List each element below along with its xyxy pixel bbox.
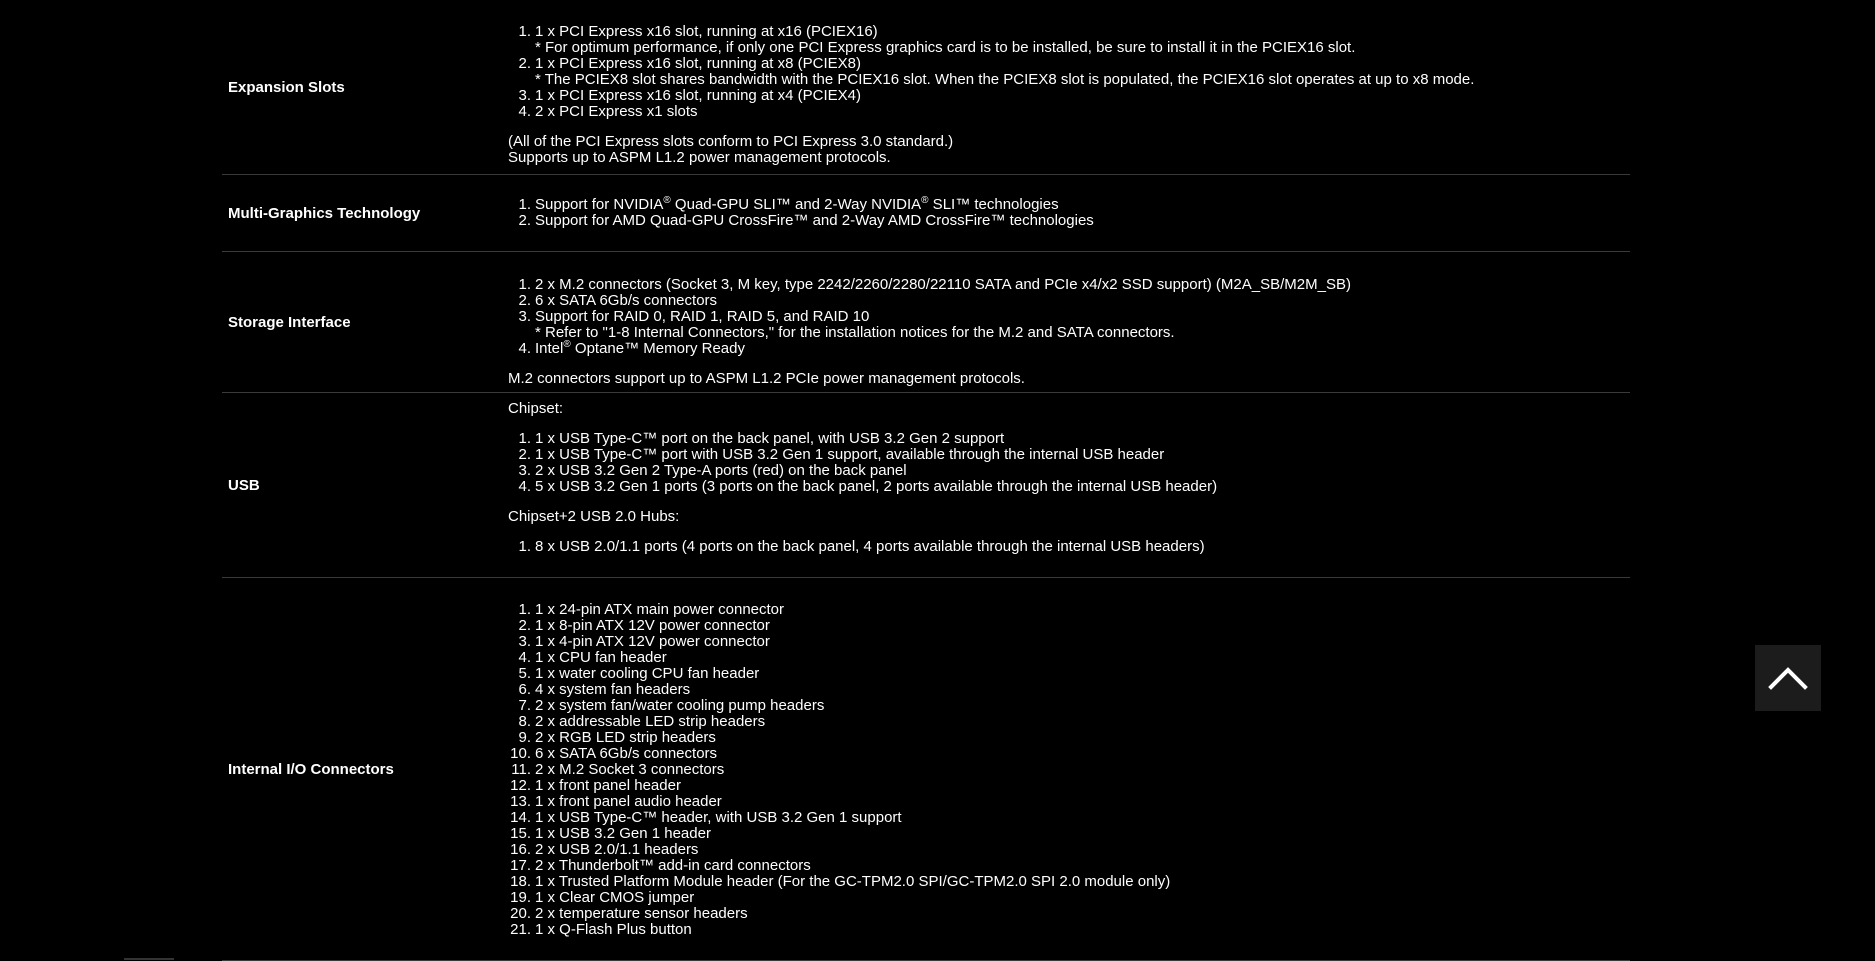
list-item [508,293,1630,309]
list-item [508,922,1630,938]
item-number: 7. [518,697,531,714]
spec-label: Multi-Graphics Technology [228,204,421,222]
item-text: 1 x USB Type-C™ header, with USB 3.2 Gen 1 support [535,809,902,826]
list-item [508,447,1630,463]
list-item [508,277,1630,293]
list-item [508,842,1630,858]
item-text: 1 x 4-pin ATX 12V power connector [535,633,770,650]
item-number: 4. [518,103,531,120]
item-note: * Refer to "1-8 Internal Connectors," for the installation notices for the M.2 and SATA connectors. [535,324,1175,341]
item-number: 13. [510,793,531,810]
spec-label: Storage Interface [228,313,351,331]
list-item [508,213,1630,229]
item-text: 1 x Clear CMOS jumper [535,889,695,906]
item-text: 1 x water cooling CPU fan header [535,665,760,682]
list-item [508,104,1630,120]
spec-table [222,0,1630,961]
spec-value [508,393,1630,577]
item-text: 2 x temperature sensor headers [535,905,748,922]
usb-group-title: Chipset+2 USB 2.0 Hubs: [508,508,680,525]
list-item [508,714,1630,730]
chevron-up-icon [1768,666,1808,690]
list-item [508,682,1630,698]
item-text: 1 x USB Type-C™ port on the back panel, with USB 3.2 Gen 2 support [535,430,1005,447]
expansion-list [508,24,1630,120]
item-number: 4. [518,649,531,666]
list-item [508,431,1630,447]
item-number: 20. [510,905,531,922]
item-number: 8. [518,713,531,730]
item-text: 2 x addressable LED strip headers [535,713,766,730]
item-number: 1. [518,601,531,618]
list-item-note [508,325,1630,341]
list-item [508,463,1630,479]
list-item [508,890,1630,906]
item-text: 1 x PCI Express x16 slot, running at x8 (PCIEX8) [535,55,861,72]
item-number: 2. [518,292,531,309]
spec-value [508,175,1630,251]
item-text: 4 x system fan headers [535,681,691,698]
item-number: 2. [518,55,531,72]
usb-group-title: Chipset: [508,400,564,417]
item-number: 14. [510,809,531,826]
item-text: Support for RAID 0, RAID 1, RAID 5, and RAID 10 [535,308,870,325]
list-item [508,341,1630,357]
item-number: 21. [510,921,531,938]
item-text: 1 x 8-pin ATX 12V power connector [535,617,770,634]
spacer [508,120,1630,134]
item-number: 2. [518,212,531,229]
item-number: 2. [518,446,531,463]
spec-row-multi-graphics [222,175,1630,252]
list-item [508,197,1630,213]
spec-value [508,578,1630,960]
item-number: 6. [518,681,531,698]
item-text: 8 x USB 2.0/1.1 ports (4 ports on the back panel, 4 ports available through the internal USB headers) [535,538,1205,555]
list-item [508,762,1630,778]
spec-row-storage-interface [222,252,1630,393]
item-number: 4. [518,340,531,357]
list-item [508,730,1630,746]
spec-row-expansion-slots [222,0,1630,175]
item-text: 1 x PCI Express x16 slot, running at x4 (PCIEX4) [535,87,861,104]
spacer [508,495,1630,509]
spec-label: Internal I/O Connectors [228,760,394,778]
item-number: 2. [518,617,531,634]
list-item [508,24,1630,40]
item-number: 4. [518,478,531,495]
item-text: 1 x Q-Flash Plus button [535,921,692,938]
list-item [508,826,1630,842]
item-text: 1 x front panel header [535,777,681,794]
list-item [508,309,1630,325]
item-note: * For optimum performance, if only one PCI Express graphics card is to be installed, be sure to install it in the PCIEX16 slot. [535,39,1356,56]
list-item [508,778,1630,794]
list-item [508,539,1630,555]
spacer [508,417,1630,431]
item-text: 1 x PCI Express x16 slot, running at x16 (PCIEX16) [535,23,878,40]
item-text: 2 x system fan/water cooling pump headers [535,697,825,714]
item-number: 10. [510,745,531,762]
list-item-note [508,40,1630,56]
item-number: 18. [510,873,531,890]
spec-row-usb [222,393,1630,578]
item-text: 2 x RGB LED strip headers [535,729,716,746]
item-number: 16. [510,841,531,858]
item-text: 1 x USB Type-C™ port with USB 3.2 Gen 1 support, available through the internal USB header [535,446,1165,463]
item-number: 3. [518,633,531,650]
spec-label: Expansion Slots [228,78,345,96]
item-text: Support for AMD Quad-GPU CrossFire™ and 2-Way AMD CrossFire™ technologies [535,212,1094,229]
multigraphics-list [508,197,1630,229]
item-text: 2 x PCI Express x1 slots [535,103,698,120]
item-number: 1. [518,23,531,40]
divider [124,958,174,960]
item-number: 11. [511,761,531,778]
usb-hub-list [508,539,1630,555]
list-item [508,810,1630,826]
spec-row-internal-io [222,578,1630,961]
list-item [508,858,1630,874]
item-number: 3. [518,87,531,104]
list-item [508,479,1630,495]
item-number: 1. [518,276,531,293]
item-text: Intel® Optane™ Memory Ready [535,339,745,357]
item-text: 1 x 24-pin ATX main power connector [535,601,785,618]
item-number: 1. [518,538,531,555]
spacer [508,525,1630,539]
item-text: 2 x USB 3.2 Gen 2 Type-A ports (red) on the back panel [535,462,907,479]
list-item [508,794,1630,810]
item-number: 19. [510,889,531,906]
item-number: 9. [518,729,531,746]
item-number: 12. [510,777,531,794]
item-text: 2 x M.2 connectors (Socket 3, M key, type 2242/2260/2280/22110 SATA and PCIe x4/x2 SSD support) (M2A_SB/M2M_SB) [535,276,1351,293]
item-number: 1. [518,196,531,213]
item-text: 2 x M.2 Socket 3 connectors [535,761,725,778]
item-note: * The PCIEX8 slot shares bandwidth with the PCIEX16 slot. When the PCIEX8 slot is populated, the PCIEX16 slot operates at up to x8 mode. [535,71,1475,88]
storage-list [508,277,1630,357]
usb-chipset-list [508,431,1630,495]
expansion-footer-2: Supports up to ASPM L1.2 power management protocols. [508,149,891,166]
item-number: 15. [510,825,531,842]
item-number: 5. [518,665,531,682]
list-item [508,666,1630,682]
item-text: 2 x USB 2.0/1.1 headers [535,841,699,858]
storage-footer: M.2 connectors support up to ASPM L1.2 PCIe power management protocols. [508,370,1025,387]
list-item [508,746,1630,762]
item-number: 3. [518,308,531,325]
spec-label: USB [228,476,260,494]
item-text: 2 x Thunderbolt™ add-in card connectors [535,857,811,874]
list-item [508,618,1630,634]
item-text: 6 x SATA 6Gb/s connectors [535,292,718,309]
list-item [508,874,1630,890]
item-number: 17. [510,857,531,874]
item-number: 3. [518,462,531,479]
item-text: 1 x Trusted Platform Module header (For the GC-TPM2.0 SPI/GC-TPM2.0 SPI 2.0 module only) [535,873,1171,890]
item-number: 1. [518,430,531,447]
list-item [508,634,1630,650]
back-to-top-button[interactable] [1755,645,1821,711]
list-item [508,56,1630,72]
spec-value [508,0,1630,174]
list-item [508,602,1630,618]
item-text: Support for NVIDIA® Quad-GPU SLI™ and 2-Way NVIDIA® SLI™ technologies [535,195,1059,213]
item-text: 1 x CPU fan header [535,649,667,666]
list-item-note [508,72,1630,88]
item-text: 1 x front panel audio header [535,793,722,810]
item-text: 6 x SATA 6Gb/s connectors [535,745,718,762]
io-list [508,602,1630,938]
expansion-footer-1: (All of the PCI Express slots conform to PCI Express 3.0 standard.) [508,133,954,150]
item-text: 5 x USB 3.2 Gen 1 ports (3 ports on the back panel, 2 ports available through the internal USB header) [535,478,1218,495]
spec-value [508,252,1630,392]
item-text: 1 x USB 3.2 Gen 1 header [535,825,711,842]
list-item [508,88,1630,104]
list-item [508,650,1630,666]
list-item [508,906,1630,922]
spacer [508,357,1630,371]
list-item [508,698,1630,714]
